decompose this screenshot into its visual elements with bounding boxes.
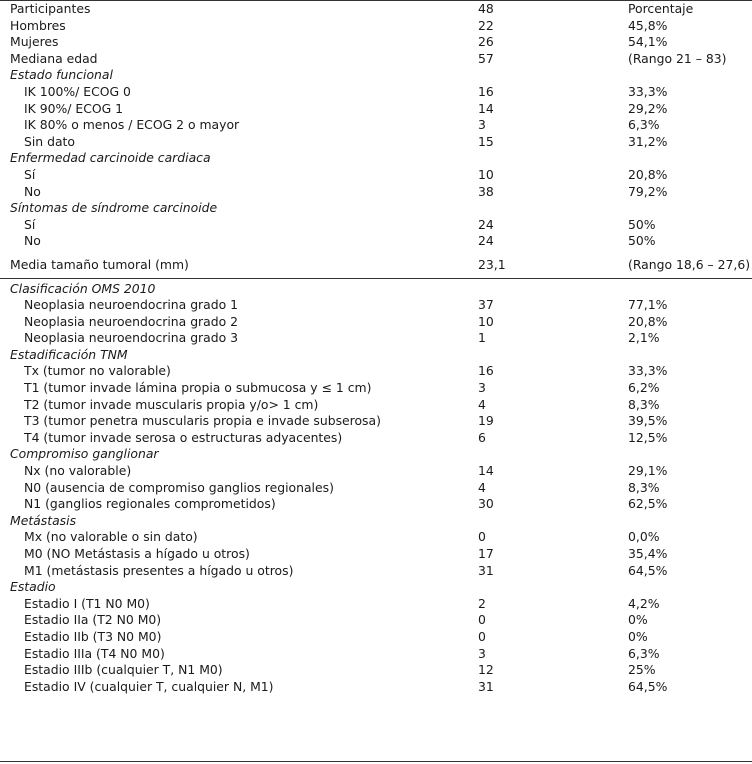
row-label: Estadio IIa (T2 N0 M0) [24, 612, 162, 628]
row-count: 15 [478, 133, 494, 149]
row-label: Sí [24, 166, 36, 182]
row-count: 57 [478, 50, 494, 66]
row-percentage: 6,2% [628, 380, 660, 396]
table-row [0, 314, 752, 331]
row-count: 3 [478, 380, 486, 396]
row-percentage: 50% [628, 216, 656, 232]
row-count: 4 [478, 479, 486, 495]
row-label: Mx (no valorable o sin dato) [24, 529, 198, 545]
section-title: Metástasis [10, 512, 77, 528]
row-label: Neoplasia neuroendocrina grado 2 [24, 313, 239, 329]
table-row [0, 233, 752, 250]
section-title: Compromiso ganglionar [10, 446, 159, 462]
row-count: 19 [478, 413, 494, 429]
row-label: Estadio IIIb (cualquier T, N1 M0) [24, 662, 223, 678]
row-percentage: 8,3% [628, 396, 660, 412]
row-label: N0 (ausencia de compromiso ganglios regionales) [24, 479, 334, 495]
table-row [0, 217, 752, 234]
table-row [0, 430, 752, 447]
row-label: IK 80% o menos / ECOG 2 o mayor [24, 117, 240, 133]
table-row [0, 463, 752, 480]
row-count: 16 [478, 363, 494, 379]
row-percentage: Porcentaje [628, 1, 694, 16]
section-header [0, 513, 752, 530]
row-percentage: 33,3% [628, 83, 668, 99]
row-percentage: 35,4% [628, 546, 668, 561]
section-title: Clasificación OMS 2010 [10, 280, 156, 296]
table-row [0, 84, 752, 101]
table-row [0, 184, 752, 201]
row-percentage: 0% [628, 628, 648, 644]
row-label: IK 90%/ ECOG 1 [24, 100, 124, 116]
row-percentage: 79,2% [628, 183, 668, 199]
row-percentage: 0% [628, 612, 648, 628]
row-percentage: 29,1% [628, 463, 668, 479]
row-label: Mujeres [10, 34, 59, 50]
row-label: T1 (tumor invade lámina propia o submucosa y ≤ 1 cm) [24, 380, 372, 396]
row-count: 31 [478, 678, 494, 694]
row-count: 14 [478, 463, 494, 479]
row-count: 22 [478, 17, 494, 33]
section-title: Estadio [10, 579, 56, 595]
row-count: 38 [478, 183, 494, 199]
row-count: 3 [478, 117, 486, 133]
row-percentage: 64,5% [628, 562, 668, 578]
table-row [0, 496, 752, 513]
row-count: 0 [478, 628, 486, 644]
row-count: 14 [478, 100, 494, 116]
table-row [0, 662, 752, 679]
section-header [0, 150, 752, 167]
row-count: 16 [478, 83, 494, 99]
table-bottom-rule [0, 761, 752, 762]
table-row [0, 297, 752, 314]
row-count: 4 [478, 396, 486, 412]
row-label: Neoplasia neuroendocrina grado 1 [24, 297, 239, 313]
table-row [0, 51, 752, 68]
table-row [0, 34, 752, 51]
row-gap [0, 250, 752, 257]
row-percentage: 20,8% [628, 313, 668, 329]
row-label: Media tamaño tumoral (mm) [10, 256, 189, 272]
row-percentage: 31,2% [628, 133, 668, 149]
row-label: No [24, 233, 41, 249]
table-row [0, 134, 752, 151]
table-row [0, 18, 752, 35]
section-header [0, 200, 752, 217]
row-count: 1 [478, 330, 486, 346]
row-label: Tx (tumor no valorable) [24, 363, 171, 379]
row-percentage: 12,5% [628, 429, 668, 445]
table-row [0, 380, 752, 397]
row-percentage: 8,3% [628, 479, 660, 495]
row-count: 3 [478, 645, 486, 661]
row-label: Nx (no valorable) [24, 463, 132, 479]
row-percentage: 25% [628, 662, 656, 678]
row-percentage: 33,3% [628, 363, 668, 379]
row-percentage: 45,8% [628, 17, 668, 33]
table-row [0, 480, 752, 497]
row-count: 24 [478, 216, 494, 232]
row-count: 24 [478, 233, 494, 249]
row-count: 37 [478, 297, 494, 313]
row-count: 30 [478, 496, 494, 512]
row-label: No [24, 183, 41, 199]
row-label: Sí [24, 216, 36, 232]
table-row [0, 629, 752, 646]
row-count: 2 [478, 595, 486, 611]
row-percentage: 39,5% [628, 413, 668, 429]
table-row [0, 413, 752, 430]
table-row [0, 257, 752, 274]
table-row [0, 397, 752, 414]
row-percentage: 54,1% [628, 34, 668, 50]
row-label: M0 (NO Metástasis a hígado u otros) [24, 546, 250, 561]
row-label: M1 (metástasis presentes a hígado u otros) [24, 562, 294, 578]
row-count: 0 [478, 529, 486, 545]
row-percentage: 77,1% [628, 297, 668, 313]
section-header [0, 579, 752, 596]
row-percentage: 62,5% [628, 496, 668, 512]
table-row [0, 1, 752, 18]
row-count: 10 [478, 166, 494, 182]
row-label: T2 (tumor invade muscularis propia y/o> 1 cm) [24, 396, 319, 412]
row-count: 0 [478, 612, 486, 628]
table-row [0, 167, 752, 184]
row-label: Estadio IV (cualquier T, cualquier N, M1) [24, 678, 274, 694]
row-label: T4 (tumor invade serosa o estructuras adyacentes) [24, 429, 343, 445]
row-label: Sin dato [24, 133, 75, 149]
row-percentage: 0,0% [628, 529, 660, 545]
table-row [0, 596, 752, 613]
row-count: 48 [478, 1, 494, 16]
section-divider [0, 278, 752, 279]
section-title: Síntomas de síndrome carcinoide [10, 200, 218, 216]
row-percentage: 50% [628, 233, 656, 249]
table-row [0, 363, 752, 380]
row-label: Participantes [10, 1, 91, 16]
row-percentage: 6,3% [628, 117, 660, 133]
section-title: Enfermedad carcinoide cardiaca [10, 150, 211, 166]
table-row [0, 529, 752, 546]
row-count: 17 [478, 546, 494, 561]
row-percentage: 29,2% [628, 100, 668, 116]
row-count: 23,1 [478, 256, 506, 272]
table-row [0, 330, 752, 347]
row-percentage: 2,1% [628, 330, 660, 346]
row-count: 26 [478, 34, 494, 50]
table-row [0, 117, 752, 134]
table-row [0, 101, 752, 118]
row-percentage: (Rango 21 – 83) [628, 50, 727, 66]
row-label: N1 (ganglios regionales comprometidos) [24, 496, 276, 512]
row-label: Estadio IIb (T3 N0 M0) [24, 628, 162, 644]
row-count: 6 [478, 429, 486, 445]
row-label: Hombres [10, 17, 66, 33]
table-row [0, 563, 752, 580]
row-count: 10 [478, 313, 494, 329]
table-row [0, 612, 752, 629]
section-header [0, 446, 752, 463]
row-percentage: (Rango 18,6 – 27,6) [628, 256, 751, 272]
table-row [0, 546, 752, 563]
row-count: 12 [478, 662, 494, 678]
row-percentage: 6,3% [628, 645, 660, 661]
row-label: IK 100%/ ECOG 0 [24, 83, 131, 99]
row-label: Estadio I (T1 N0 M0) [24, 595, 150, 611]
section-header [0, 347, 752, 364]
row-label: Mediana edad [10, 50, 98, 66]
section-title: Estadificación TNM [10, 346, 128, 362]
section-header [0, 281, 752, 298]
row-percentage: 20,8% [628, 166, 668, 182]
row-count: 31 [478, 562, 494, 578]
row-label: Neoplasia neuroendocrina grado 3 [24, 330, 239, 346]
row-label: T3 (tumor penetra muscularis propia e invade subserosa) [24, 413, 381, 429]
row-percentage: 4,2% [628, 595, 660, 611]
section-header [0, 67, 752, 84]
table-row [0, 646, 752, 663]
row-percentage: 64,5% [628, 678, 668, 694]
section-title: Estado funcional [10, 67, 113, 83]
table-row [0, 679, 752, 696]
row-label: Estadio IIIa (T4 N0 M0) [24, 645, 165, 661]
